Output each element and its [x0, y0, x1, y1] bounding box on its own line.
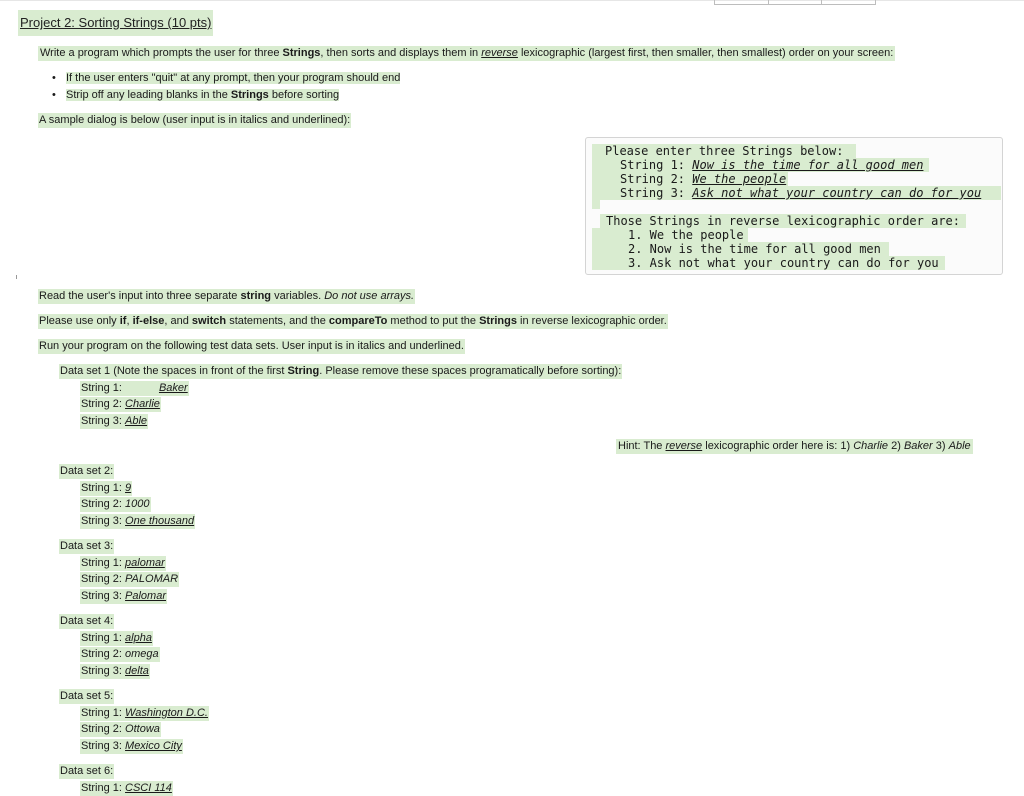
bullet-item-strip: • Strip off any leading blanks in the Strings before sorting	[52, 89, 340, 101]
data-set-4-string-3: String 3: delta	[81, 665, 149, 677]
sample-input-3: String 3: Ask not what your country can do for you	[592, 186, 1001, 200]
data-set-1-string-3: String 3: Able	[81, 415, 148, 427]
data-set-3-string-3: String 3: Palomar	[81, 590, 166, 602]
text-cursor	[16, 275, 17, 279]
data-set-5-string-1: String 1: Washington D.C.	[81, 707, 208, 719]
data-set-3-string-1: String 1: palomar	[81, 557, 165, 569]
page-title: Project 2: Sorting Strings (10 pts)	[18, 10, 213, 36]
data-set-4-string-2: String 2: omega	[81, 648, 159, 660]
data-set-4-string-1: String 1: alpha	[81, 632, 152, 644]
sample-input-1: String 1: Now is the time for all good men	[592, 158, 929, 172]
data-set-4-label: Data set 4:	[60, 615, 114, 627]
sample-result-2: 2. Now is the time for all good men	[592, 242, 889, 256]
sample-result-header: Those Strings in reverse lexicographic order are:	[600, 214, 966, 228]
data-set-5-string-3: String 3: Mexico City	[81, 740, 182, 752]
data-set-1-string-2: String 2: Charlie	[81, 398, 160, 410]
sample-intro: A sample dialog is below (user input is in italics and underlined):	[39, 114, 351, 126]
data-set-3-label: Data set 3:	[60, 540, 114, 552]
read-input-instruction: Read the user's input into three separate string variables. Do not use arrays.	[39, 290, 415, 302]
intro-paragraph: Write a program which prompts the user for three Strings, then sorts and displays them in reverse lexicographic (largest first, then smaller, then smallest) order on your screen:	[40, 47, 894, 59]
data-set-6-label: Data set 6:	[60, 765, 114, 777]
data-set-2-label: Data set 2:	[60, 465, 114, 477]
sample-dialog-box	[585, 137, 1003, 275]
data-set-2-string-2: String 2: 1000	[81, 498, 150, 510]
sample-result-1: 1. We the people	[592, 228, 748, 242]
data-set-2-string-1: String 1: 9	[81, 482, 132, 494]
data-set-2-string-3: String 3: One thousand	[81, 515, 195, 527]
data-set-3-string-2: String 2: PALOMAR	[81, 573, 179, 585]
sample-input-2: String 2: We the people	[592, 172, 788, 186]
use-statements-instruction: Please use only if, if-else, and switch statements, and the compareTo method to put the Strings in reverse lexicographic order.	[39, 315, 667, 327]
data-set-6-string-1: String 1: CSCI 114	[81, 782, 172, 794]
hint-text: Hint: The reverse lexicographic order here is: 1) Charlie 2) Baker 3) Able	[618, 440, 971, 452]
data-set-5-string-2: String 2: Ottowa	[81, 723, 160, 735]
sample-blank-line	[592, 200, 600, 209]
data-set-1-string-1: String 1: Baker	[81, 382, 188, 394]
data-set-1-label: Data set 1 (Note the spaces in front of the first String. Please remove these spaces programatically before sorting):	[60, 365, 622, 377]
sample-prompt: Please enter three Strings below:	[592, 144, 856, 158]
run-instruction: Run your program on the following test data sets. User input is in italics and underlined.	[39, 340, 464, 352]
data-set-5-label: Data set 5:	[60, 690, 114, 702]
bullet-item-quit: • If the user enters "quit" at any prompt, then your program should end	[52, 72, 401, 84]
header-tab-strip	[714, 0, 876, 5]
sample-result-3: 3. Ask not what your country can do for you	[592, 256, 945, 270]
